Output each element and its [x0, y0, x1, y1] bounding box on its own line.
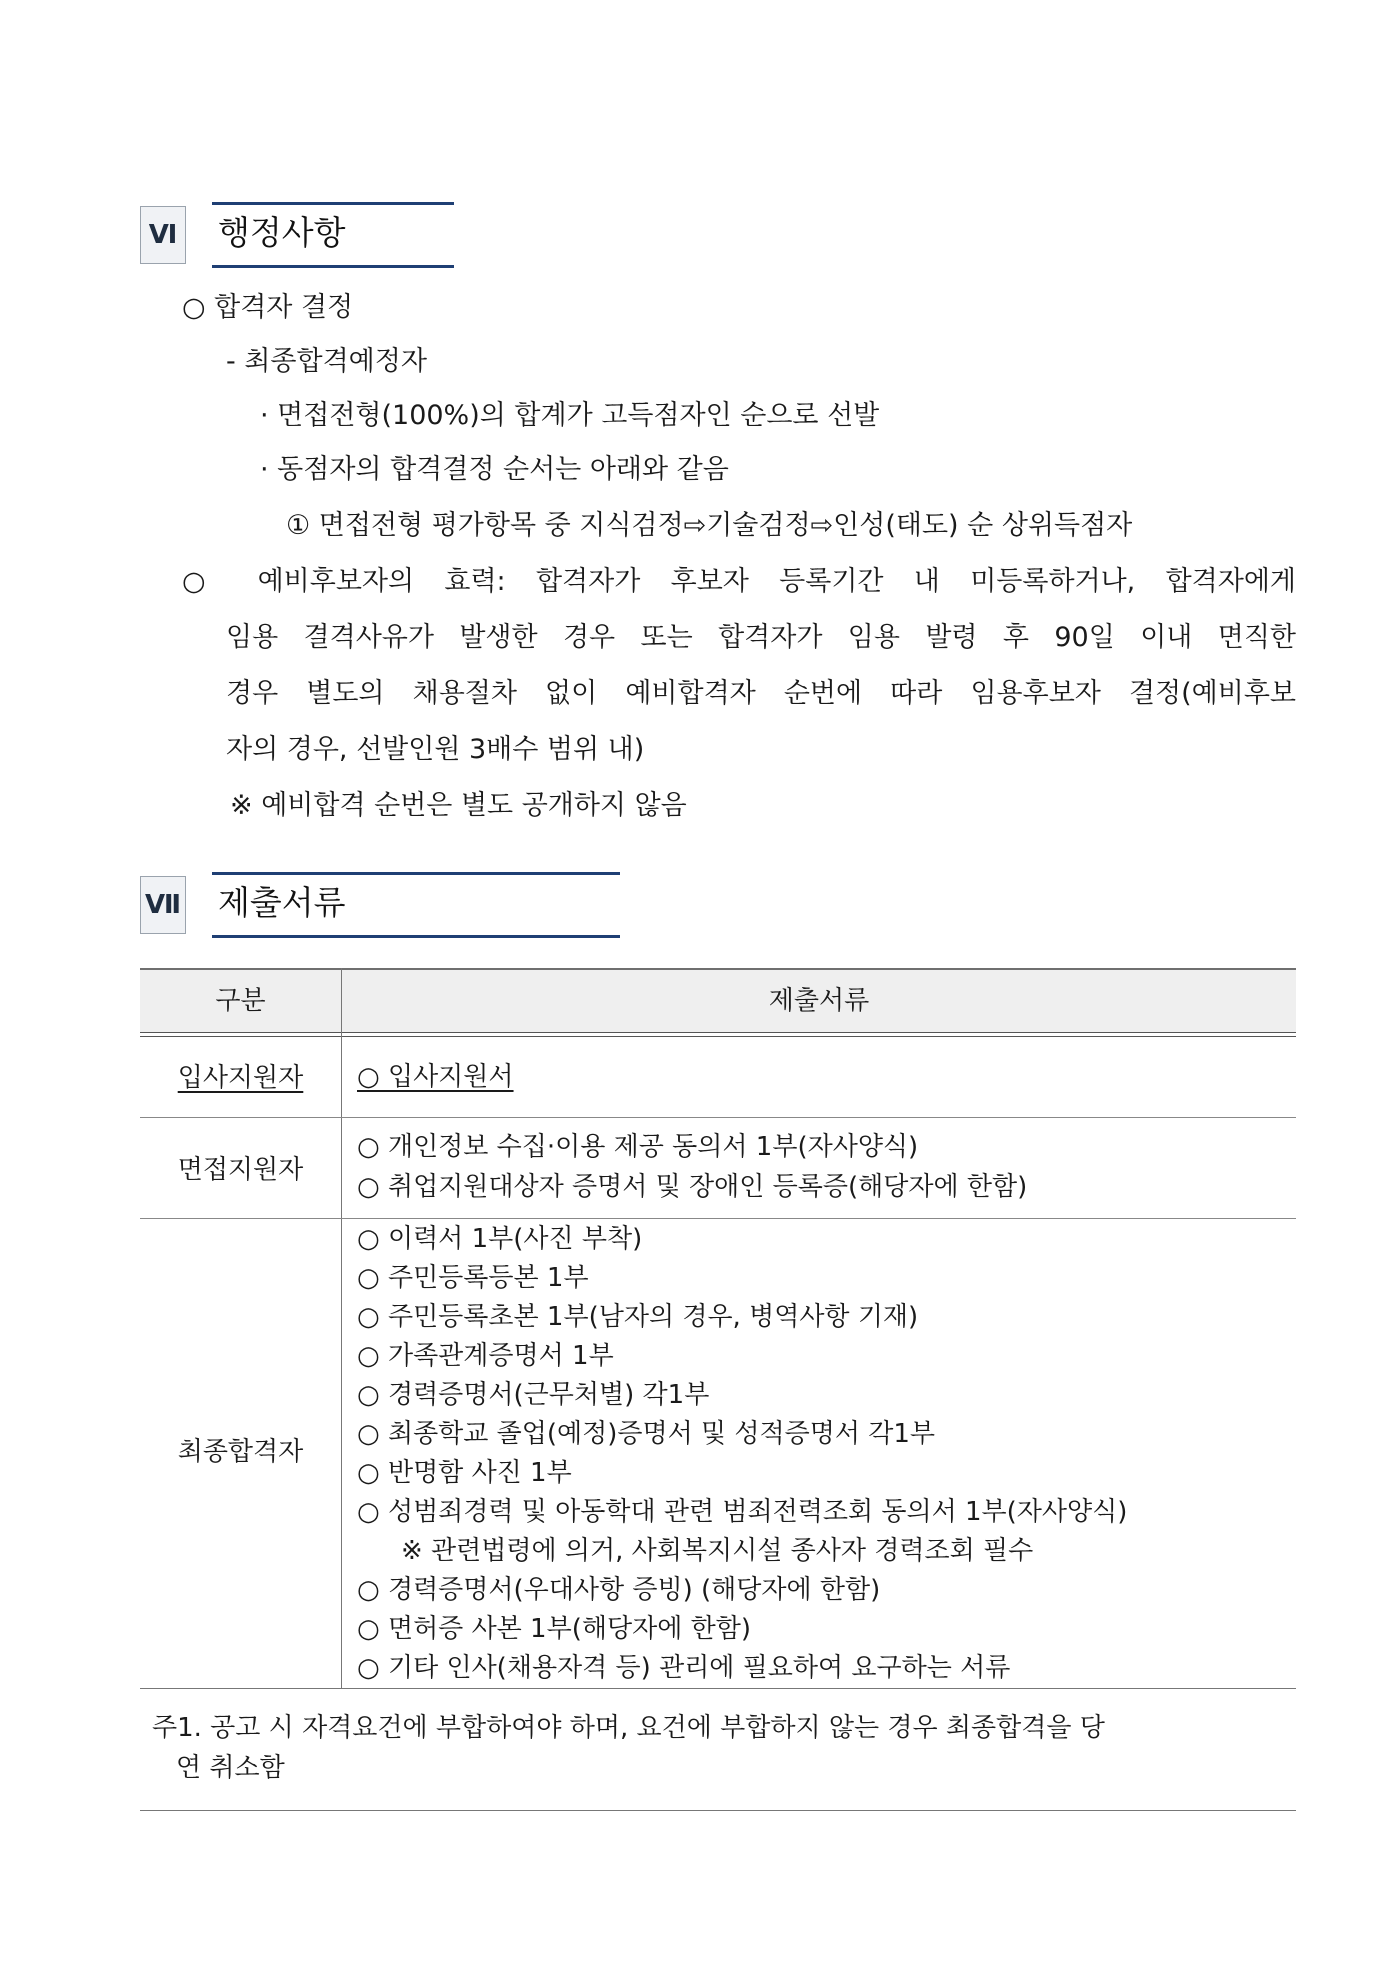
- header-divider: [140, 1036, 1296, 1037]
- table-item: ○ 개인정보 수집·이용 제공 동의서 1부(자사양식): [357, 1132, 919, 1162]
- table-item: ○ 최종학교 졸업(예정)증명서 및 성적증명서 각1부: [357, 1419, 936, 1449]
- table-item-note: ※ 관련법령에 의거, 사회복지시설 종사자 경력조회 필수: [401, 1536, 1034, 1566]
- table-note-line-2: 연 취소함: [176, 1753, 285, 1783]
- table-item: ○ 취업지원대상자 증명서 및 장애인 등록증(해당자에 한함): [357, 1172, 1028, 1202]
- table-item: ○ 경력증명서(근무처별) 각1부: [357, 1380, 710, 1410]
- tie-rule: · 동점자의 합격결정 순서는 아래와 같음: [260, 454, 729, 485]
- row-divider: [140, 1218, 1296, 1219]
- header-category: 구분: [215, 986, 266, 1016]
- table-item: ○ 주민등록초본 1부(남자의 경우, 병역사항 기재): [357, 1302, 919, 1332]
- table-item: ○ 반명함 사진 1부: [357, 1458, 572, 1488]
- table-item: ○ 기타 인사(채용자격 등) 관리에 필요하여 요구하는 서류: [357, 1653, 1011, 1683]
- category-final: 최종합격자: [177, 1437, 304, 1467]
- table-header-row: [140, 968, 1296, 1032]
- tie-order: ① 면접전형 평가항목 중 지식검정⇨기술검정⇨인성(태도) 순 상위득점자: [286, 510, 1133, 541]
- table-item: ○ 입사지원서: [357, 1062, 514, 1092]
- table-item: ○ 이력서 1부(사진 부착): [357, 1224, 643, 1254]
- header-documents: 제출서류: [768, 986, 870, 1016]
- section-6-number: Ⅵ: [140, 206, 186, 264]
- header-divider: [140, 1032, 1296, 1033]
- table-item: ○ 성범죄경력 및 아동학대 관련 범죄전력조회 동의서 1부(자사양식): [357, 1497, 1128, 1527]
- table-bottom-border: [140, 1810, 1296, 1811]
- table-item: ○ 면허증 사본 1부(해당자에 한함): [357, 1614, 751, 1644]
- row-divider: [140, 1688, 1296, 1689]
- final-candidate-heading: - 최종합격예정자: [226, 346, 427, 377]
- column-divider: [341, 968, 342, 1688]
- result-decision-heading: ○ 합격자 결정: [182, 292, 354, 323]
- table-item: ○ 주민등록등본 1부: [357, 1263, 589, 1293]
- section-7-number: Ⅶ: [140, 876, 186, 934]
- section-6-title: 행정사항: [212, 202, 454, 268]
- reserve-rule-line-4: 자의 경우, 선발인원 3배수 범위 내): [226, 734, 645, 765]
- table-item: ○ 가족관계증명서 1부: [357, 1341, 614, 1371]
- reserve-rule-line-3: 경우 별도의 채용절차 없이 예비합격자 순번에 따라 임용후보자 결정(예비후보: [226, 678, 1296, 709]
- section-7-title: 제출서류: [212, 872, 620, 938]
- table-note-line-1: 주1. 공고 시 자격요건에 부합하여야 하며, 요건에 부합하지 않는 경우 최종합격을 당: [152, 1713, 1105, 1743]
- selection-rule: · 면접전형(100%)의 합계가 고득점자인 순으로 선발: [260, 400, 880, 431]
- reserve-rule-line-1: ○ 예비후보자의 효력: 합격자가 후보자 등록기간 내 미등록하거나, 합격자에게: [182, 566, 1296, 597]
- table-item: ○ 경력증명서(우대사항 증빙) (해당자에 한함): [357, 1575, 881, 1605]
- category-applicant: 입사지원자: [177, 1063, 304, 1093]
- category-interviewee: 면접지원자: [177, 1155, 304, 1185]
- reserve-rule-line-2: 임용 결격사유가 발생한 경우 또는 합격자가 임용 발령 후 90일 이내 면직한: [226, 622, 1296, 653]
- reserve-note: ※ 예비합격 순번은 별도 공개하지 않음: [230, 790, 687, 821]
- row-divider: [140, 1117, 1296, 1118]
